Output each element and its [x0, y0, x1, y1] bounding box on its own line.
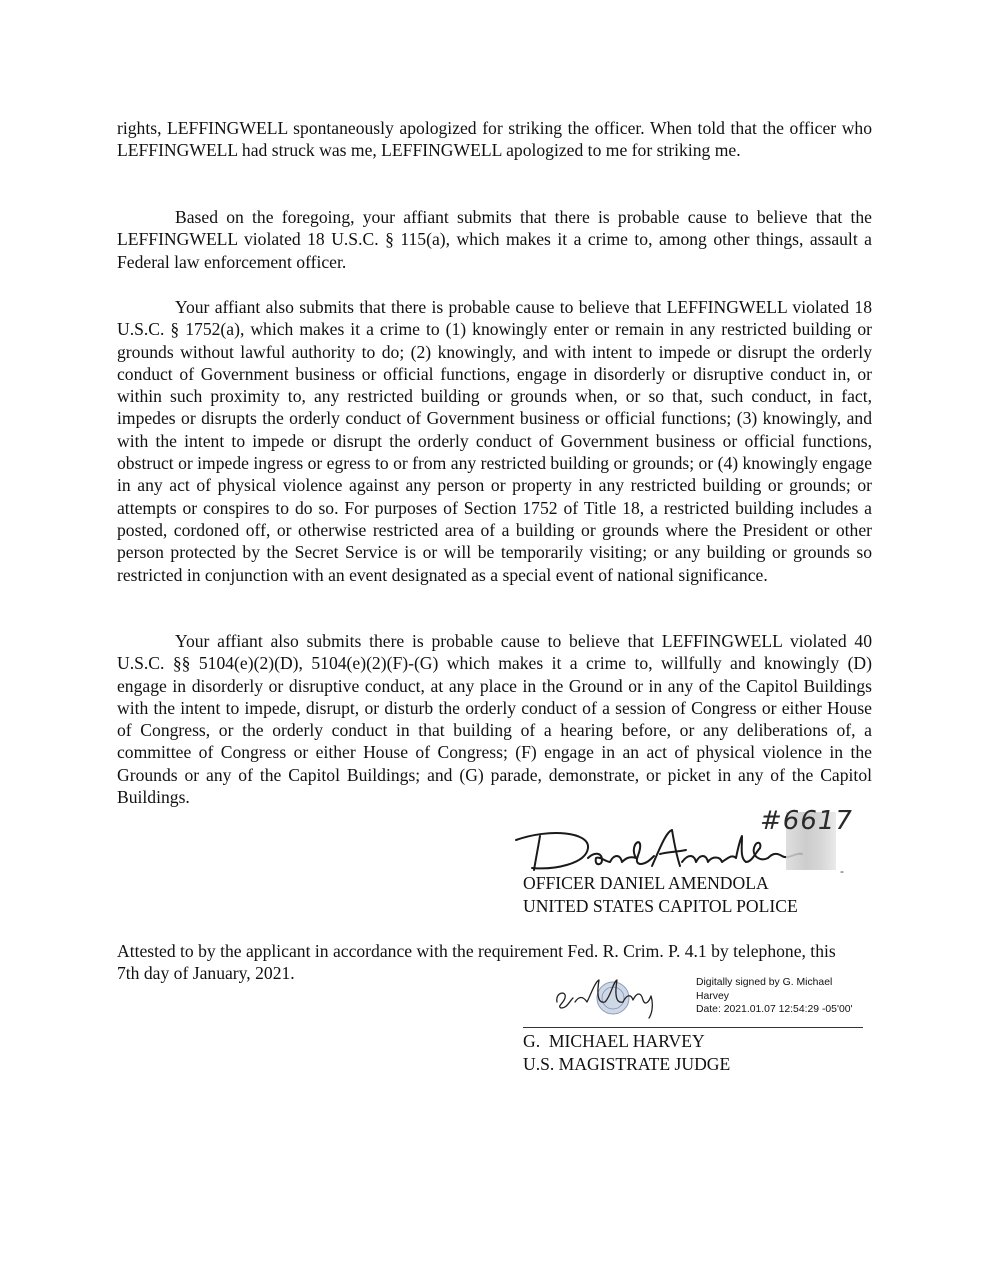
- judge-handwritten-signature: [553, 972, 673, 1022]
- paragraph-18-usc-115: Based on the foregoing, your affiant submits that there is probable cause to believe that the LEFFINGWELL violated 18 U.S.C. § 115(a), which makes it a crime to, among other things, assault a Federal law enforcement officer.: [117, 207, 872, 272]
- signature-line: [523, 1027, 863, 1028]
- digital-signature-stamp: [696, 976, 866, 1017]
- handwritten-badge-number: #6617: [760, 806, 853, 836]
- attestation-line-1: Attested to by the applicant in accordance with the requirement Fed. R. Crim. P. 4.1 by telephone, this: [117, 941, 836, 961]
- officer-name: OFFICER DANIEL AMENDOLA: [523, 873, 769, 893]
- digital-sig-line-2: Harvey: [696, 990, 729, 1002]
- officer-signature-block: [523, 872, 798, 918]
- paragraph-18-usc-1752: Your affiant also submits that there is probable cause to believe that LEFFINGWELL violated 18 U.S.C. § 1752(a), which makes it a crime to (1) knowingly enter or remain in any restricted building or grounds without lawful authority to do; (2) knowingly, and with intent to impede or disrupt the orderly conduct of Government business or official functions, engage in disorderly or disruptive conduct in, or within such proximity to, any restricted building or grounds when, or so that, such conduct, in fact, impedes or disrupts the orderly conduct of Government business or official functions; (3) knowingly, and with the intent to impede or disrupt the orderly conduct of Government business or official functions, obstruct or impede ingress or egress to or from any restricted building or grounds; or (4) knowingly engage in any act of physical violence against any person or property in any restricted building or grounds; or attempts or conspires to do so. For purposes of Section 1752 of Title 18, a restricted building includes a posted, cordoned off, or otherwise restricted area of a building or grounds where the President or other person protected by the Secret Service is or will be temporarily visiting; or any building or grounds so restricted in conjunction with an event designated as a special event of national significance.: [117, 297, 872, 585]
- digital-sig-line-1: Digitally signed by G. Michael: [696, 977, 833, 988]
- judge-signature-block: [523, 1030, 730, 1076]
- judge-name: G. MICHAEL HARVEY: [523, 1031, 705, 1051]
- paragraph-40-usc-5104: Your affiant also submits there is probable cause to believe that LEFFINGWELL violated 40 U.S.C. §§ 5104(e)(2)(D), 5104(e)(2)(F)-(G) which makes it a crime to, willfully and knowingly (D) engage in disorderly or disruptive conduct, at any place in the Ground or in any of the Capitol Buildings with the intent to impede, disrupt, or disturb the orderly conduct of a session of Congress or either House of Congress, or the orderly conduct in that building of a hearing before, or any deliberations of, a committee of Congress or either House of Congress; (F) engage in an act of physical violence in the Grounds or any of the Capitol Buildings; and (G) parade, demonstrate, or picket in any of the Capitol Buildings.: [117, 631, 872, 808]
- stray-mark: -: [840, 864, 844, 878]
- digital-sig-date: Date: 2021.01.07 12:54:29 -05'00': [696, 1004, 853, 1016]
- judge-title: U.S. MAGISTRATE JUDGE: [523, 1054, 731, 1074]
- officer-agency: UNITED STATES CAPITOL POLICE: [523, 896, 798, 916]
- paragraph-apology: rights, LEFFINGWELL spontaneously apologized for striking the officer. When told that the officer who LEFFINGWELL had struck was me, LEFFINGWELL apologized to me for striking me.: [117, 118, 872, 161]
- attestation-line-2: 7th day of January, 2021.: [117, 963, 295, 983]
